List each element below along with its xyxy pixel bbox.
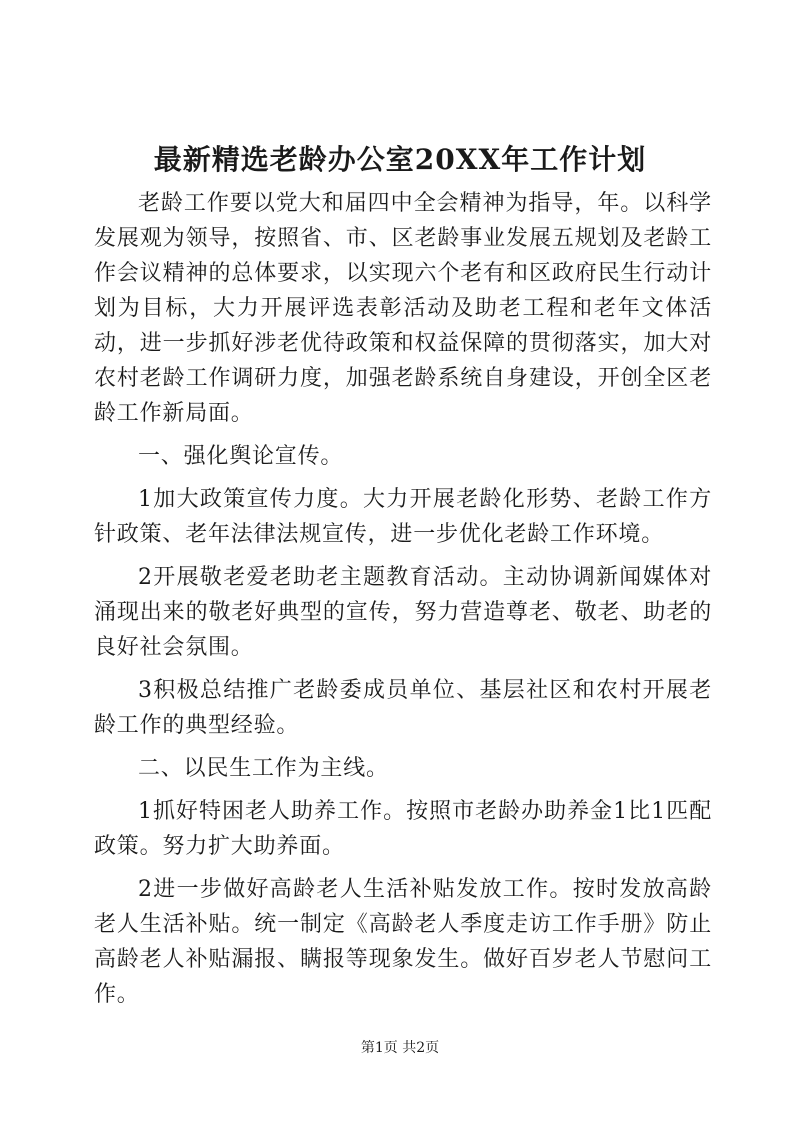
page-number-footer: 第1页 共2页 — [360, 1040, 440, 1056]
paragraph-1-1: 1加大政策宣传力度。大力开展老龄化形势、老龄工作方针政策、老年法律法规宣传，进一步优化老龄工作环境。 — [94, 487, 712, 547]
section-heading-2: 二、以民生工作为主线。 — [138, 756, 389, 781]
document-body — [94, 186, 712, 1020]
document-title: 最新精选老龄办公室20XX年工作计划 — [153, 143, 647, 176]
section-heading-1: 一、强化舆论宣传。 — [138, 444, 344, 469]
paragraph-2-1: 1抓好特困老人助养工作。按照市老龄办助养金1比1匹配政策。努力扩大助养面。 — [94, 799, 712, 859]
paragraph-1-2: 2开展敬老爱老助老主题教育活动。主动协调新闻媒体对涌现出来的敬老好典型的宣传，努力营造尊老、敬老、助老的良好社会氛围。 — [94, 565, 712, 660]
paragraph-intro: 老龄工作要以党大和届四中全会精神为指导，年。以科学发展观为领导，按照省、市、区老龄事业发展五规划及老龄工作会议精神的总体要求，以实现六个老有和区政府民生行动计划为目标，大力开展评选表彰活动及助老工程和老年文体活动，进一步抓好涉老优待政策和权益保障的贯彻落实，加大对农村老龄工作调研力度，加强老龄系统自身建设，开创全区老龄工作新局面。 — [94, 191, 712, 426]
paragraph-2-2: 2进一步做好高龄老人生活补贴发放工作。按时发放高龄老人生活补贴。统一制定《高龄老人季度走访工作手册》防止高龄老人补贴漏报、瞒报等现象发生。做好百岁老人节慰问工作。 — [94, 877, 712, 1007]
paragraph-1-3: 3积极总结推广老龄委成员单位、基层社区和农村开展老龄工作的典型经验。 — [94, 678, 712, 738]
